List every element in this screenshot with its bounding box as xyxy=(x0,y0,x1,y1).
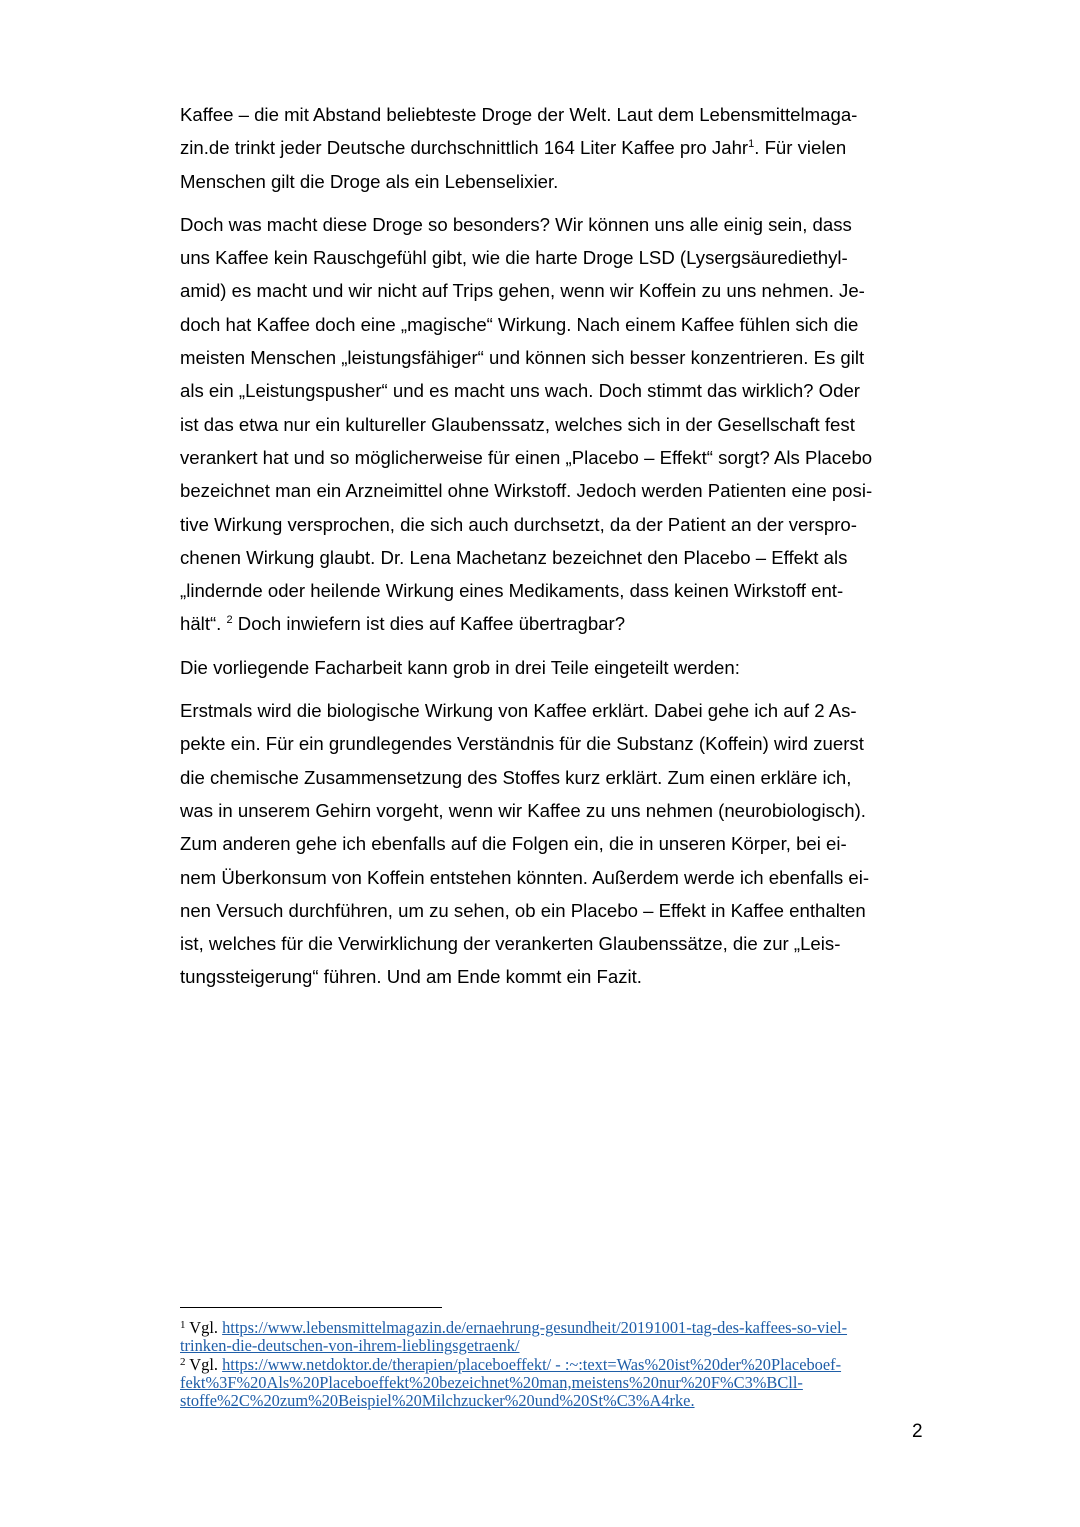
body-text xyxy=(180,98,922,1004)
text-line-part: . Für vielen xyxy=(754,137,847,159)
text-line: was in unserem Gehirn vorgeht, wenn wir Kaffee zu uns nehmen (neurobiologisch). xyxy=(180,799,866,821)
footnote-prefix: Vgl. xyxy=(185,1318,223,1337)
footnote-reference-1[interactable]: 1 xyxy=(748,138,755,151)
footnote-1-continued xyxy=(180,1337,925,1355)
paragraph-structure-details xyxy=(180,694,922,994)
footnote-link[interactable]: stoffe%2C%20zum%20Beispiel%20Milchzucker%20und%20St%C3%A4rke. xyxy=(180,1391,695,1411)
text-line: verankert hat und so möglicherweise für einen „Placebo – Effekt“ sorgt? Als Placebo xyxy=(180,446,873,468)
text-line-part: Doch inwiefern ist dies auf Kaffee übertragbar? xyxy=(232,613,626,635)
text-line: ist das etwa nur ein kultureller Glaubenssatz, welches sich in der Gesellschaft fest xyxy=(180,413,855,435)
text-line: amid) es macht und wir nicht auf Trips gehen, wenn wir Koffein zu uns nehmen. Je- xyxy=(180,280,865,302)
text-line: Die vorliegende Facharbeit kann grob in drei Teile eingeteilt werden: xyxy=(180,656,740,678)
paragraph-structure-intro xyxy=(180,651,922,684)
text-line xyxy=(180,131,922,164)
text-line: nem Überkonsum von Koffein entstehen könnten. Außerdem werde ich ebenfalls ei- xyxy=(180,866,870,888)
text-line-part: hält“. xyxy=(180,613,222,635)
paragraph-intro xyxy=(180,98,922,198)
text-line: Erstmals wird die biologische Wirkung von Kaffee erklärt. Dabei gehe ich auf 2 As- xyxy=(180,700,857,722)
paragraph-placebo xyxy=(180,208,922,641)
text-line: tungssteigerung“ führen. Und am Ende kommt ein Fazit. xyxy=(180,966,642,988)
footnote-link[interactable]: https://www.lebensmittelmagazin.de/ernaehrung-gesundheit/20191001-tag-des-kaffees-so-viel- xyxy=(222,1318,848,1337)
footnote-2-continued xyxy=(180,1374,925,1392)
text-line: meisten Menschen „leistungsfähiger“ und können sich besser konzentrieren. Es gilt xyxy=(180,347,865,369)
footnote-link[interactable]: trinken-die-deutschen-von-ihrem-lieblingsgetraenk/ xyxy=(180,1336,520,1356)
footnote-1 xyxy=(180,1319,925,1337)
text-line: doch hat Kaffee doch eine „magische“ Wirkung. Nach einem Kaffee fühlen sich die xyxy=(180,313,859,335)
text-line: Doch was macht diese Droge so besonders? Wir können uns alle einig sein, dass xyxy=(180,213,852,235)
footnote-link[interactable]: fekt%3F%20Als%20Placeboeffekt%20bezeichnet%20man,meistens%20nur%20F%C3%BCll- xyxy=(180,1372,803,1392)
text-line: Zum anderen gehe ich ebenfalls auf die Folgen ein, die in unseren Körper, bei ei- xyxy=(180,833,847,855)
text-line: Menschen gilt die Droge als ein Lebenselixier. xyxy=(180,170,559,192)
text-line: nen Versuch durchführen, um zu sehen, ob ein Placebo – Effekt in Kaffee enthalten xyxy=(180,899,866,921)
text-line-part: zin.de trinkt jeder Deutsche durchschnittlich 164 Liter Kaffee pro Jahr xyxy=(180,137,749,159)
text-line: chenen Wirkung glaubt. Dr. Lena Machetanz bezeichnet den Placebo – Effekt als xyxy=(180,546,848,568)
footnote-prefix: Vgl. xyxy=(185,1354,223,1374)
footnotes xyxy=(180,1319,925,1410)
text-line: tive Wirkung versprochen, die sich auch durchsetzt, da der Patient an der verspro- xyxy=(180,513,857,535)
text-line: bezeichnet man ein Arzneimittel ohne Wirkstoff. Jedoch werden Patienten eine posi- xyxy=(180,480,873,502)
footnote-2 xyxy=(180,1356,925,1374)
text-line: uns Kaffee kein Rauschgefühl gibt, wie die harte Droge LSD (Lysergsäurediethyl- xyxy=(180,247,848,269)
text-line: pekte ein. Für ein grundlegendes Verständnis für die Substanz (Koffein) wird zuerst xyxy=(180,733,864,755)
text-line: Kaffee – die mit Abstand beliebteste Droge der Welt. Laut dem Lebensmittelmaga- xyxy=(180,104,858,125)
text-line: ist, welches für die Verwirklichung der verankerten Glaubenssätze, die zur „Leis- xyxy=(180,933,841,955)
footnote-reference-2[interactable]: 2 xyxy=(226,614,233,627)
footnote-link[interactable]: https://www.netdoktor.de/therapien/placeboeffekt/ - :~:text=Was%20ist%20der%20Placeboef- xyxy=(222,1354,842,1374)
text-line xyxy=(180,607,922,640)
footnote-mark: 2 xyxy=(180,1355,186,1368)
footnote-mark: 1 xyxy=(180,1319,186,1331)
text-line: die chemische Zusammensetzung des Stoffes kurz erklärt. Zum einen erkläre ich, xyxy=(180,766,852,788)
footnote-2-continued xyxy=(180,1392,925,1410)
page-number: 2 xyxy=(912,1421,923,1442)
text-line: „lindernde oder heilende Wirkung eines Medikaments, dass keinen Wirkstoff ent- xyxy=(180,580,844,602)
text-line: als ein „Leistungspusher“ und es macht uns wach. Doch stimmt das wirklich? Oder xyxy=(180,380,860,402)
footnote-separator xyxy=(180,1307,442,1308)
